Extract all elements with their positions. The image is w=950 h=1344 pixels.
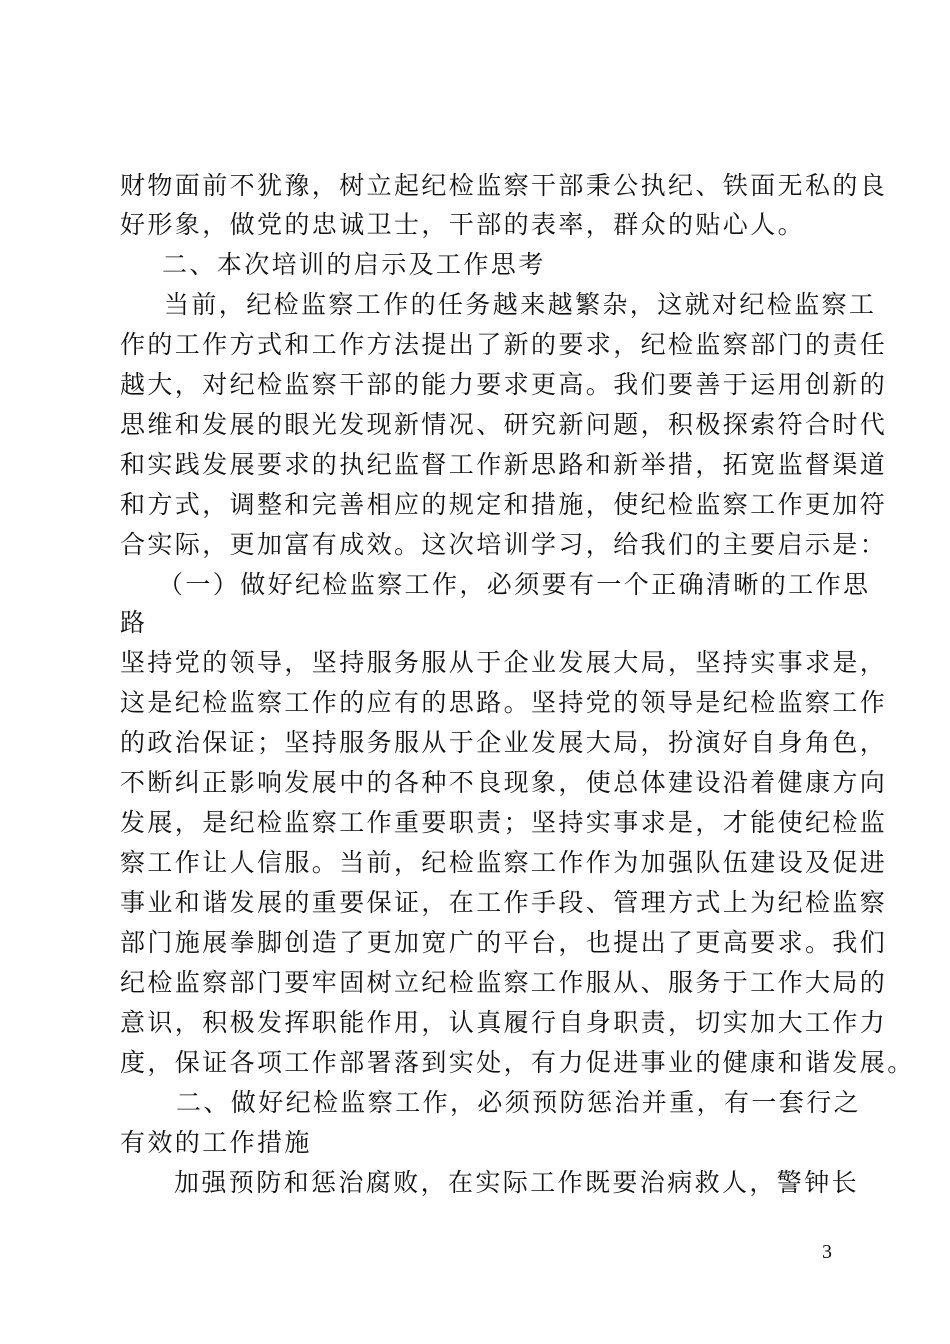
text-line: 好形象，做党的忠诚卫士，干部的表率，群众的贴心人。 — [120, 210, 806, 239]
text-line: 发展，是纪检监察工作重要职责；坚持实事求是，才能使纪检监 — [120, 808, 888, 837]
text-line: 意识，积极发挥职能作用，认真履行自身职责，切实加大工作力 — [120, 1008, 888, 1037]
text-line: 和方式，调整和完善相应的规定和措施，使纪检监察工作更加符 — [120, 490, 888, 519]
text-line: 和实践发展要求的执纪监督工作新思路和新举措，拓宽监督渠道 — [120, 450, 888, 479]
text-line: 这是纪检监察工作的应有的思路。坚持党的领导是纪检监察工作 — [120, 688, 888, 717]
subsection-heading: 有效的工作措施 — [120, 1128, 312, 1157]
text-line: 思维和发展的眼光发现新情况、研究新问题，积极探索符合时代 — [120, 410, 888, 439]
subsection-heading: （一）做好纪检监察工作，必须要有一个正确清晰的工作思 — [158, 570, 871, 599]
text-line: 的政治保证；坚持服务服从于企业发展大局，扮演好自身角色， — [120, 728, 888, 757]
section-heading: 二、本次培训的启示及工作思考 — [162, 250, 546, 279]
subsection-heading: 二、做好纪检监察工作，必须预防惩治并重，有一套行之 — [176, 1088, 862, 1117]
text-line: 财物面前不犹豫，树立起纪检监察干部秉公执纪、铁面无私的良 — [120, 171, 888, 200]
text-line: 事业和谐发展的重要保证，在工作手段、管理方式上为纪检监察 — [120, 888, 888, 917]
text-line: 当前，纪检监察工作的任务越来越繁杂，这就对纪检监察工 — [164, 290, 877, 319]
text-line: 纪检监察部门要牢固树立纪检监察工作服从、服务于工作大局的 — [120, 968, 888, 997]
subsection-heading: 路 — [120, 608, 148, 637]
text-line: 加强预防和惩治腐败，在实际工作既要治病救人，警钟长 — [174, 1168, 860, 1197]
text-line: 坚持党的领导，坚持服务服从于企业发展大局，坚持实事求是， — [120, 648, 888, 677]
text-line: 越大，对纪检监察干部的能力要求更高。我们要善于运用创新的 — [120, 370, 888, 399]
text-line: 不断纠正影响发展中的各种不良现象，使总体建设沿着健康方向 — [120, 768, 888, 797]
text-line: 作的工作方式和工作方法提出了新的要求，纪检监察部门的责任 — [120, 330, 888, 359]
text-line: 察工作让人信服。当前，纪检监察工作作为加强队伍建设及促进 — [120, 848, 888, 877]
text-line: 合实际，更加富有成效。这次培训学习，给我们的主要启示是： — [120, 530, 888, 559]
page-number: 3 — [822, 1241, 832, 1263]
text-line: 部门施展拳脚创造了更加宽广的平台，也提出了更高要求。我们 — [120, 928, 888, 957]
text-line: 度，保证各项工作部署落到实处，有力促进事业的健康和谐发展。 — [120, 1048, 915, 1077]
